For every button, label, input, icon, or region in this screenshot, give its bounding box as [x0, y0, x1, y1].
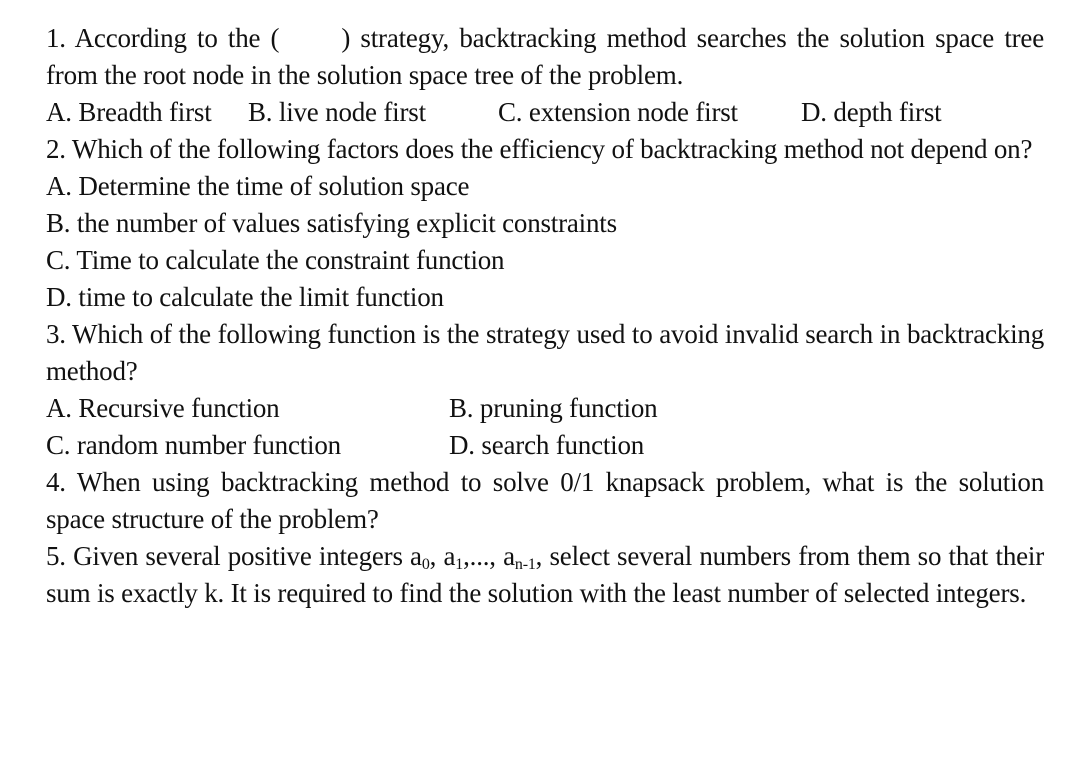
question-3-options-row-2 [46, 427, 1044, 464]
question-5-stem [46, 538, 1044, 612]
question-2-stem: 2. Which of the following factors does the efficiency of backtracking method not depend on? [46, 134, 1033, 164]
question-2-option-c: C. Time to calculate the constraint function [46, 245, 505, 275]
question-2-option-d: D. time to calculate the limit function [46, 282, 444, 312]
question-3-option-a: A. Recursive function [46, 393, 280, 423]
question-1-option-d: D. depth first [801, 97, 942, 127]
subscript-n-1: n-1 [514, 556, 536, 573]
question-1-prefix: 1. According to the ( [46, 23, 280, 53]
subscript-0: 0 [421, 556, 430, 573]
question-3-option-c: C. random number function [46, 430, 341, 460]
question-3-option-b: B. pruning function [449, 393, 658, 423]
question-sheet [46, 20, 1044, 612]
question-1-option-b: B. live node first [248, 97, 426, 127]
question-3-stem: 3. Which of the following function is the strategy used to avoid invalid search in backtracking method? [46, 319, 1044, 386]
question-3-options-row-1 [46, 390, 1044, 427]
question-4-stem: 4. When using backtracking method to solve 0/1 knapsack problem, what is the solution space structure of the problem? [46, 467, 1044, 534]
question-1-options [46, 94, 1044, 131]
question-2-option-b: B. the number of values satisfying explicit constraints [46, 208, 617, 238]
question-1-suffix: ) strategy, backtracking method searches the solution space tree from the root node in the solution space tree of the problem. [46, 23, 1044, 90]
question-3-option-d: D. search function [449, 430, 645, 460]
question-5-text-1: 5. Given several positive integers a [46, 541, 422, 571]
question-5-text-4: , select several numbers from them so that their sum is exactly k. It is required to find the solution with the least number of selected integers. [46, 541, 1044, 608]
question-5-text-2: , a [429, 541, 456, 571]
question-1-option-c: C. extension node first [498, 97, 738, 127]
question-5-text-3: ,..., a [463, 541, 515, 571]
question-2-option-a: A. Determine the time of solution space [46, 171, 470, 201]
subscript-1: 1 [455, 556, 464, 573]
question-1-stem [46, 20, 1044, 94]
question-1-option-a: A. Breadth first [46, 97, 212, 127]
